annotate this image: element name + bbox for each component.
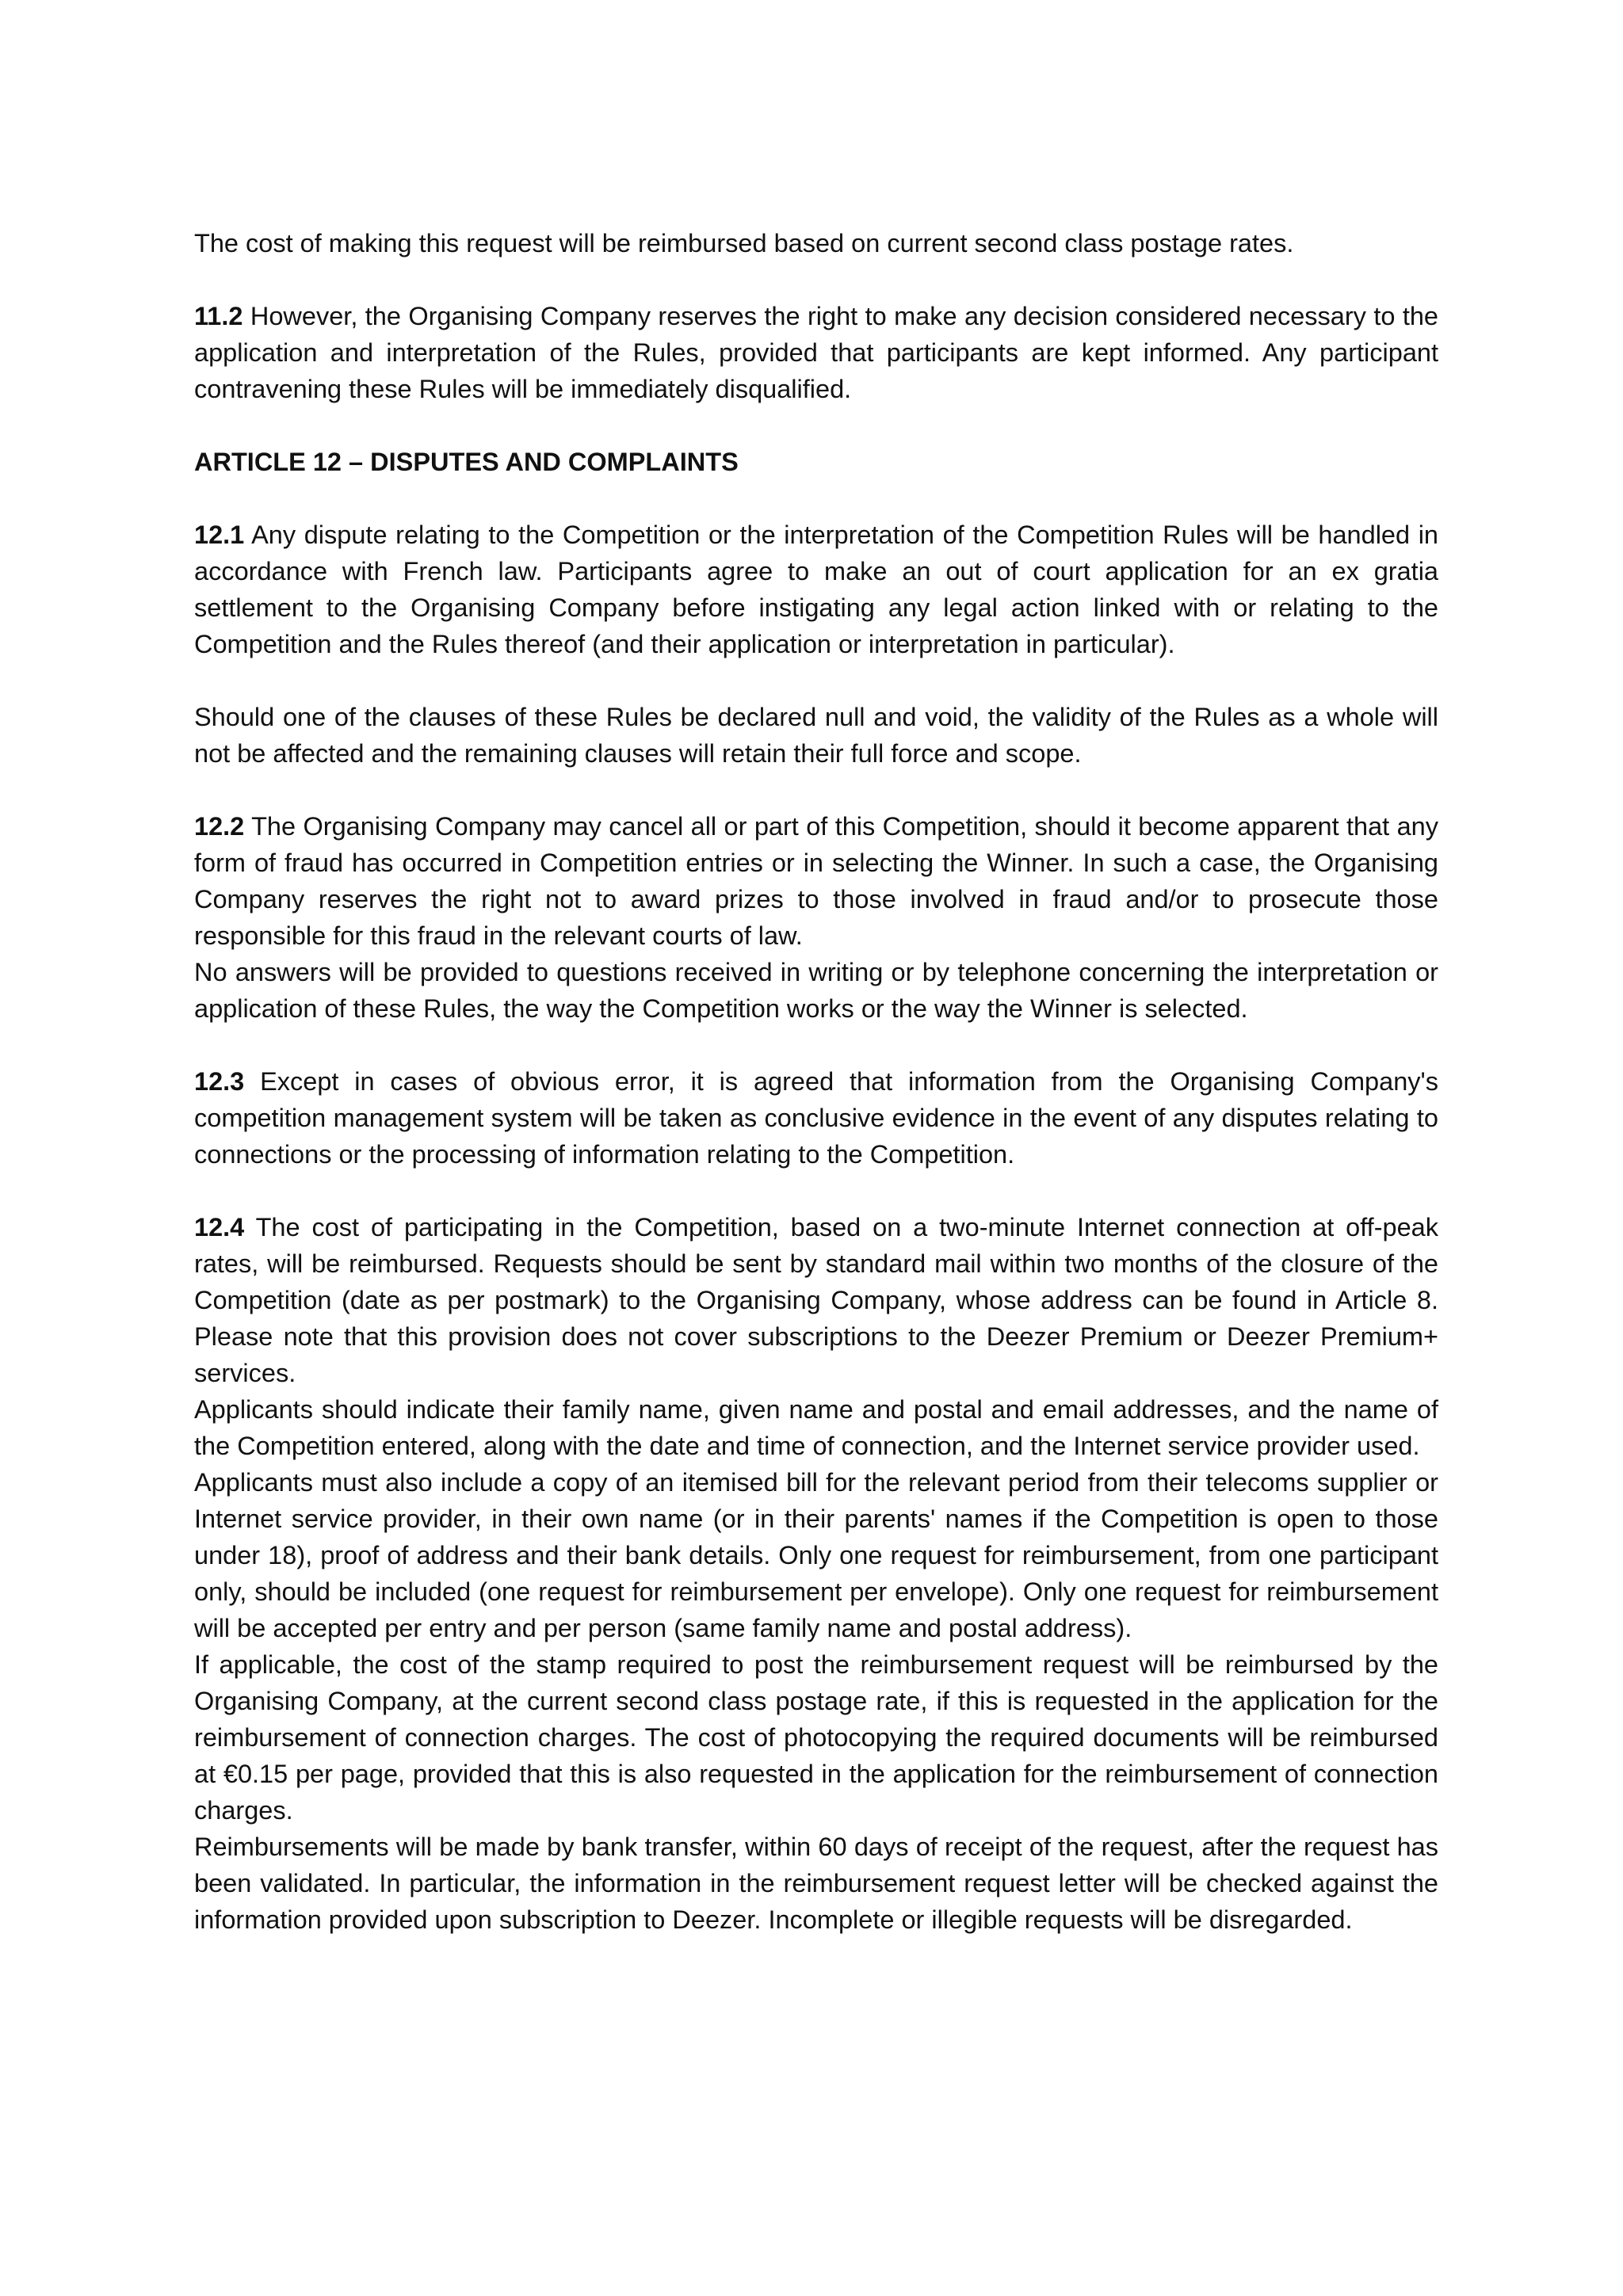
document-page: [194, 225, 1438, 1938]
paragraph-no-answers: No answers will be provided to questions received in writing or by telephone concerning the interpretation or application of these Rules, the way the Competition works or the way the Winner is selected.: [194, 958, 1438, 1023]
article-12-heading: ARTICLE 12 – DISPUTES AND COMPLAINTS: [194, 448, 739, 476]
clause-number: 12.3: [194, 1067, 245, 1096]
clause-text: Except in cases of obvious error, it is agreed that information from the Organising Company's competition management system will be taken as conclusive evidence in the event of any disputes relating to connections or the processing of information relating to the Competition.: [194, 1067, 1438, 1169]
paragraph-postage-reimbursement: The cost of making this request will be reimbursed based on current second class postage rates.: [194, 229, 1294, 257]
clause-number: 11.2: [194, 302, 243, 330]
clause-text: However, the Organising Company reserves the right to make any decision considered necessary to the application and interpretation of the Rules, provided that participants are kept informed. Any participant contravening these Rules will be immediately disqualified.: [194, 302, 1439, 403]
paragraph-applicants-indicate: Applicants should indicate their family name, given name and postal and email addresses, and the name of the Competition entered, along with the date and time of connection, and the Internet service provider used.: [194, 1395, 1438, 1460]
paragraph-applicants-include: Applicants must also include a copy of an itemised bill for the relevant period from their telecoms supplier or Internet service provider, in their own name (or in their parents' names if the Competition is open to those under 18), proof of address and their bank details. Only one request for reimbursement, from one participant only, should be included (one request for reimbursement per envelope). Only one request for reimbursement will be accepted per entry and per person (same family name and postal address).: [194, 1468, 1438, 1642]
clause-12-4: [194, 1209, 1438, 1391]
clause-text: The cost of participating in the Competition, based on a two-minute Internet connection at off-peak rates, will be reimbursed. Requests should be sent by standard mail within two months of the closure of the Competition (date as per postmark) to the Organising Company, whose address can be found in Article 8. Please note that this provision does not cover subscriptions to the Deezer Premium or Deezer Premium+ services.: [194, 1213, 1438, 1387]
clause-text: The Organising Company may cancel all or part of this Competition, should it become apparent that any form of fraud has occurred in Competition entries or in selecting the Winner. In such a case, the Organising Company reserves the right not to award prizes to those involved in fraud and/or to prosecute those responsible for this fraud in the relevant courts of law.: [194, 812, 1438, 950]
clause-number: 12.1: [194, 521, 245, 549]
clause-12-2: [194, 808, 1438, 954]
paragraph-stamp-cost: If applicable, the cost of the stamp required to post the reimbursement request will be reimbursed by the Organising Company, at the current second class postage rate, if this is requested in the application for the reimbursement of connection charges. The cost of photocopying the required documents will be reimbursed at €0.15 per page, provided that this is also requested in the application for the reimbursement of connection charges.: [194, 1650, 1438, 1825]
paragraph-null-and-void: Should one of the clauses of these Rules be declared null and void, the validity of the Rules as a whole will not be affected and the remaining clauses will retain their full force and scope.: [194, 703, 1438, 768]
clause-number: 12.2: [194, 812, 245, 841]
clause-text: Any dispute relating to the Competition or the interpretation of the Competition Rules will be handled in accordance with French law. Participants agree to make an out of court application for an ex gratia settlement to the Organising Company before instigating any legal action linked with or relating to the Competition and the Rules thereof (and their application or interpretation in particular).: [194, 521, 1438, 658]
paragraph-bank-transfer: Reimbursements will be made by bank transfer, within 60 days of receipt of the request, after the request has been validated. In particular, the information in the reimbursement request letter will be checked against the information provided upon subscription to Deezer. Incomplete or illegible requests will be disregarded.: [194, 1833, 1438, 1934]
clause-11-2: [194, 298, 1438, 407]
clause-12-3: [194, 1063, 1438, 1173]
clause-12-1: [194, 517, 1438, 662]
clause-number: 12.4: [194, 1213, 245, 1241]
